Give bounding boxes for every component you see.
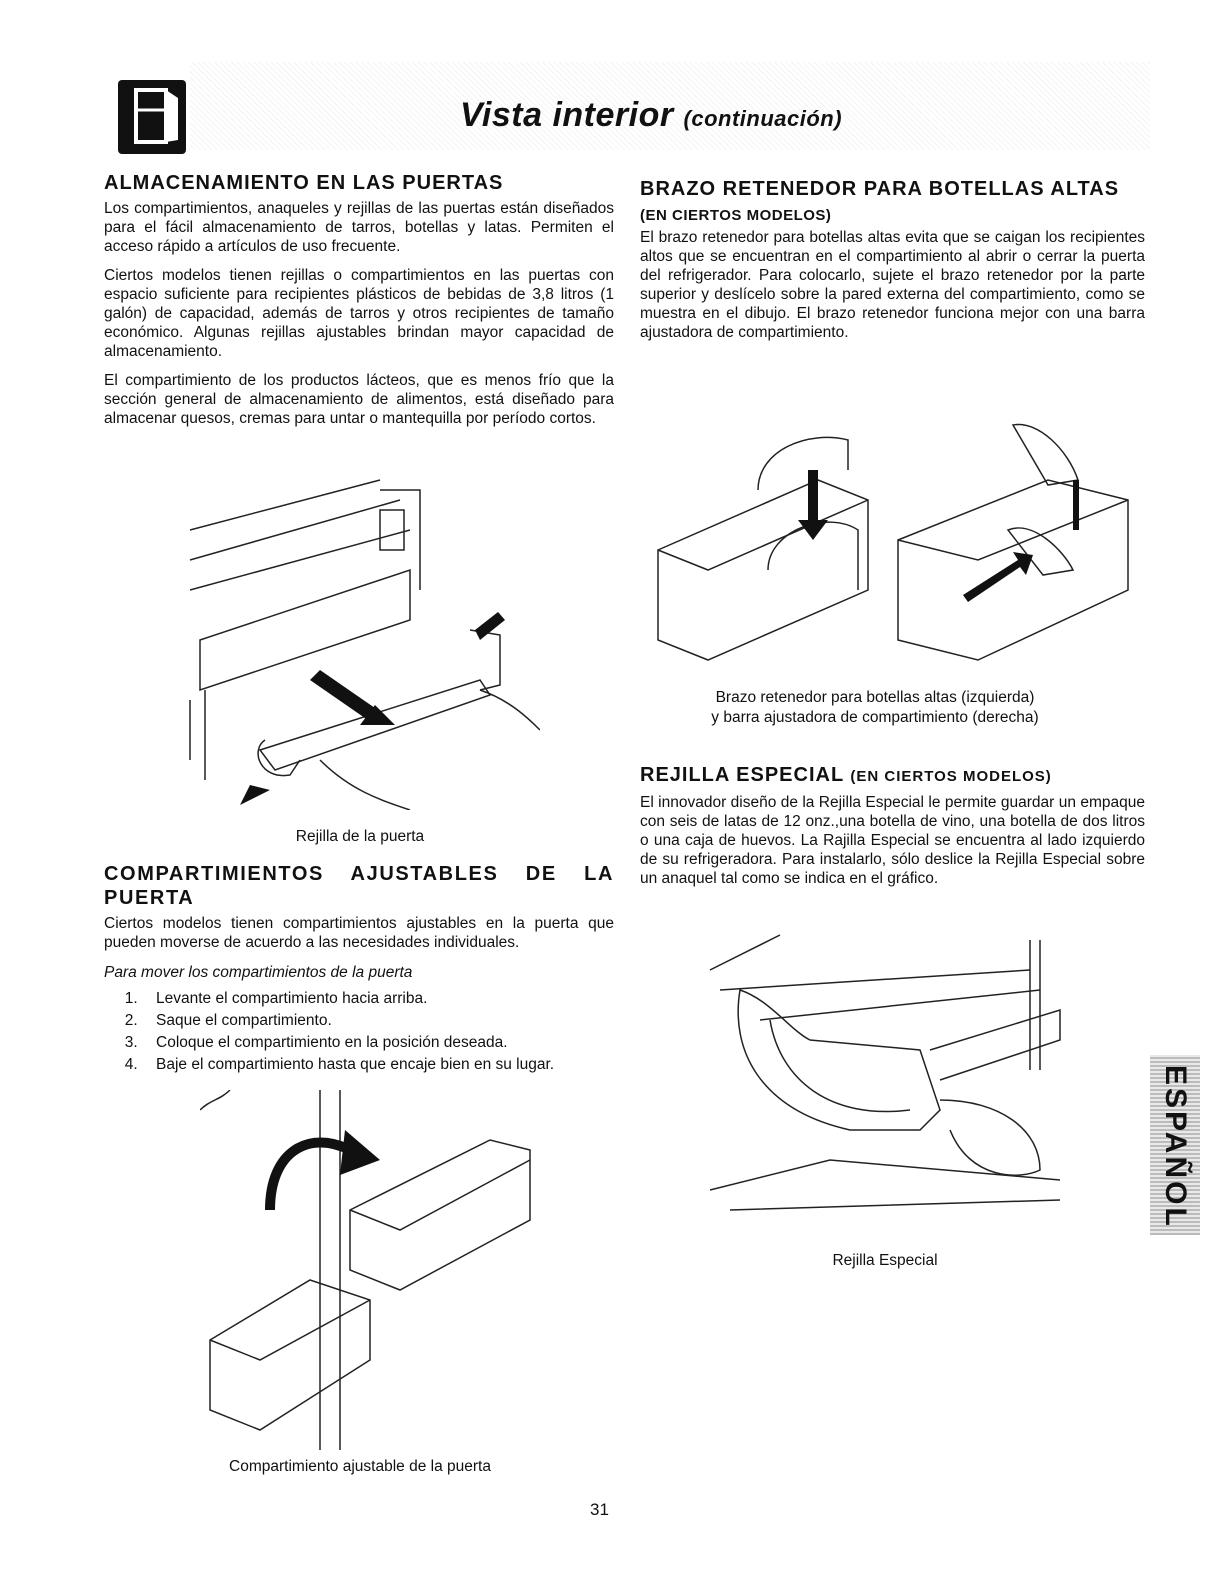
figure-caption: Compartimiento ajustable de la puerta — [229, 1458, 491, 1475]
special-rack-illustration — [700, 930, 1070, 1240]
page-title: Vista interior (continuación) — [460, 96, 843, 134]
section-door-storage — [104, 172, 614, 428]
paragraph: El brazo retenedor para botellas altas evita que se caigan los recipientes altos que se encuentran en el compartimiento al abrir o cerrar la puerta del refrigerador. Para colocarlo, sujete el brazo retenedor por la parte superior y deslícelo sobre la pared externa del compartimiento, como se muestra en el dibujo. El brazo retenedor funciona mejor con una barra ajustadora de compartimiento. — [640, 229, 1145, 341]
section-title: REJILLA ESPECIAL (EN CIERTOS MODELOS) — [640, 764, 1052, 786]
caption-line: y barra ajustadora de compartimiento (derecha) — [711, 709, 1039, 726]
language-tab-label: ESPAÑOL — [1159, 1065, 1192, 1229]
paragraph: El compartimiento de los productos lácteos, que es menos frío que la sección general de almacenamiento de alimentos, está diseñado para almacenar quesos, cremas para untar o mantequilla por período cortos. — [104, 372, 614, 427]
door-rack-illustration — [180, 470, 540, 810]
page-number: 31 — [590, 1500, 609, 1519]
list-item: 4. Baje el compartimiento hasta que encaje bien en su lugar. — [142, 1054, 614, 1076]
list-item: 1. Levante el compartimiento hacia arriba. — [142, 988, 614, 1010]
figure-caption: Rejilla de la puerta — [295, 828, 425, 845]
subheading: Para mover los compartimientos de la puerta — [104, 964, 413, 981]
section-subtitle: (EN CIERTOS MODELOS) — [640, 207, 832, 224]
adjustable-bin-illustration — [200, 1090, 540, 1450]
figure-caption: Rejilla Especial — [832, 1252, 938, 1269]
section-title: BRAZO RETENEDOR PARA BOTELLAS ALTAS — [640, 178, 1120, 200]
figure-caption — [640, 688, 1110, 728]
section-special-rack — [640, 764, 1145, 888]
caption-line: Brazo retenedor para botellas altas (izquierda) — [715, 689, 1035, 706]
bottle-retainer-illustration — [648, 390, 1148, 670]
paragraph: Los compartimientos, anaqueles y rejillas de las puertas están diseñados para el fácil almacenamiento de tarros, botellas y latas. Permiten el acceso rápido a artículos de uso frecuente. — [104, 200, 614, 255]
paragraph: El innovador diseño de la Rejilla Especial le permite guardar un empaque con seis de latas de 12 onz.,una botella de vino, una botella de dos litros o una caja de huevos. La Rajilla Especial se encuentra al lado izquierdo de su refrigeradora. Para instalarlo, sólo deslice la Rejilla Especial sobre un anaquel tal como se indica en el gráfico. — [640, 794, 1145, 887]
refrigerator-icon — [118, 80, 186, 154]
paragraph: Ciertos modelos tienen compartimientos ajustables en la puerta que pueden moverse de acuerdo a las necesidades individuales. — [104, 915, 614, 951]
section-adjustable-bins — [104, 862, 614, 1076]
section-bottle-retainer — [640, 178, 1145, 342]
section-title: ALMACENAMIENTO EN LAS PUERTAS — [104, 172, 504, 194]
list-item: 2. Saque el compartimiento. — [142, 1010, 614, 1032]
section-title: COMPARTIMIENTOS AJUSTABLES DE LA PUERTA — [104, 863, 614, 909]
paragraph: Ciertos modelos tienen rejillas o compartimientos en las puertas con espacio suficiente para recipientes plásticos de bebidas de 3,8 litros (1 galón) de capacidad, además de tarros y otros recipientes de tamaño económico. Algunas rejillas ajustables brindan mayor capacidad de almacenamiento. — [104, 267, 614, 360]
list-item: 3. Coloque el compartimiento en la posición deseada. — [142, 1032, 614, 1054]
steps-list — [104, 988, 614, 1076]
language-tab — [1150, 1055, 1200, 1235]
